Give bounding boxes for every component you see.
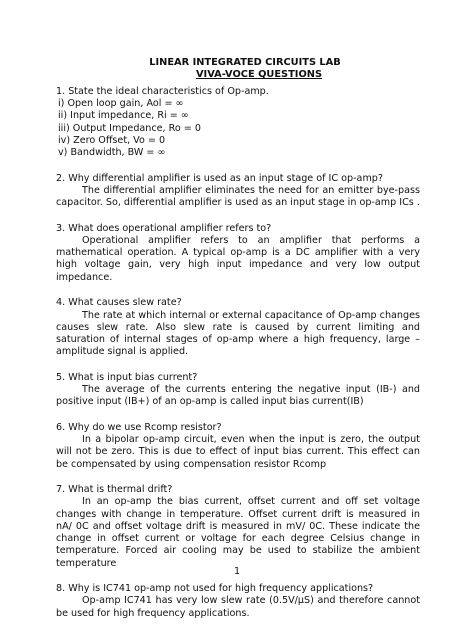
answer-text: In an op-amp the bias current, offset current and off set voltage changes with change in temperature. Offset current drift is measured in nA/ 0C and offset voltage drift is measured in mV/ 0C. These indicate the change in offset current or voltage for each degree Celsius change in temperature. Forced air cooling may be used to stabilize the ambient temperature bbox=[56, 496, 420, 569]
answer-text: Operational amplifier refers to an amplifier that performs a mathematical operation. A typical op-amp is a DC amplifier with a very high voltage gain, very high input impedance and very low output impedance. bbox=[56, 235, 420, 283]
question-text: 3. What does operational amplifier refers to? bbox=[56, 222, 272, 234]
question-text: 7. What is thermal drift? bbox=[56, 484, 173, 496]
characteristic-item: v) Bandwidth, BW = ∞ bbox=[58, 147, 166, 159]
question-block-8 bbox=[56, 583, 420, 620]
answer-text: The average of the currents entering the negative input (IB-) and positive input (IB+) of an op-amp is called input bias current(IB) bbox=[56, 384, 420, 408]
document-header bbox=[0, 57, 474, 81]
document-subtitle: VIVA-VOCE QUESTIONS bbox=[195, 69, 323, 80]
characteristic-item: i) Open loop gain, Aol = ∞ bbox=[58, 98, 184, 110]
question-block-4 bbox=[56, 297, 420, 358]
answer-text: In a bipolar op-amp circuit, even when the input is zero, the output will not be zero. This is due to effect of input bias current. This effect can be compensated by using compensation resistor Rcomp bbox=[56, 434, 420, 470]
question-text: 8. Why is IC741 op-amp not used for high frequency applications? bbox=[56, 583, 374, 595]
document-title: LINEAR INTEGRATED CIRCUITS LAB bbox=[149, 57, 341, 68]
answer-text: The rate at which internal or external capacitance of Op-amp changes causes slew rate. Also slew rate is caused by current limiting and saturation of internal stages of op-amp where a high frequency, large – amplitude signal is applied. bbox=[56, 309, 420, 358]
question-block-6 bbox=[56, 422, 420, 471]
characteristic-item: ii) Input impedance, Ri = ∞ bbox=[58, 110, 189, 122]
question-text: 4. What causes slew rate? bbox=[56, 297, 182, 309]
characteristic-item: iii) Output Impedance, Ro = 0 bbox=[58, 122, 202, 134]
question-block-2 bbox=[56, 173, 420, 210]
question-block-1 bbox=[56, 86, 420, 159]
question-text: 6. Why do we use Rcomp resistor? bbox=[56, 421, 222, 433]
question-text: 2. Why differential amplifier is used as an input stage of IC op-amp? bbox=[56, 172, 383, 184]
question-text: 5. What is input bias current? bbox=[56, 371, 198, 383]
questions-section bbox=[56, 86, 420, 633]
answer-text: The differential amplifier eliminates the need for an emitter bye-pass capacitor. So, differential amplifier is used as an input stage in op-amp ICs . bbox=[56, 184, 420, 209]
question-block-3 bbox=[56, 223, 420, 284]
question-block-5 bbox=[56, 372, 420, 409]
question-text: 1. State the ideal characteristics of Op-amp. bbox=[56, 86, 269, 97]
question-block-7 bbox=[56, 484, 420, 569]
characteristic-item: iv) Zero Offset, Vo = 0 bbox=[58, 134, 166, 146]
answer-text: Op-amp IC741 has very low slew rate (0.5V/µS) and therefore cannot be used for high frequency applications. bbox=[56, 595, 420, 619]
page-number: 1 bbox=[233, 566, 241, 577]
